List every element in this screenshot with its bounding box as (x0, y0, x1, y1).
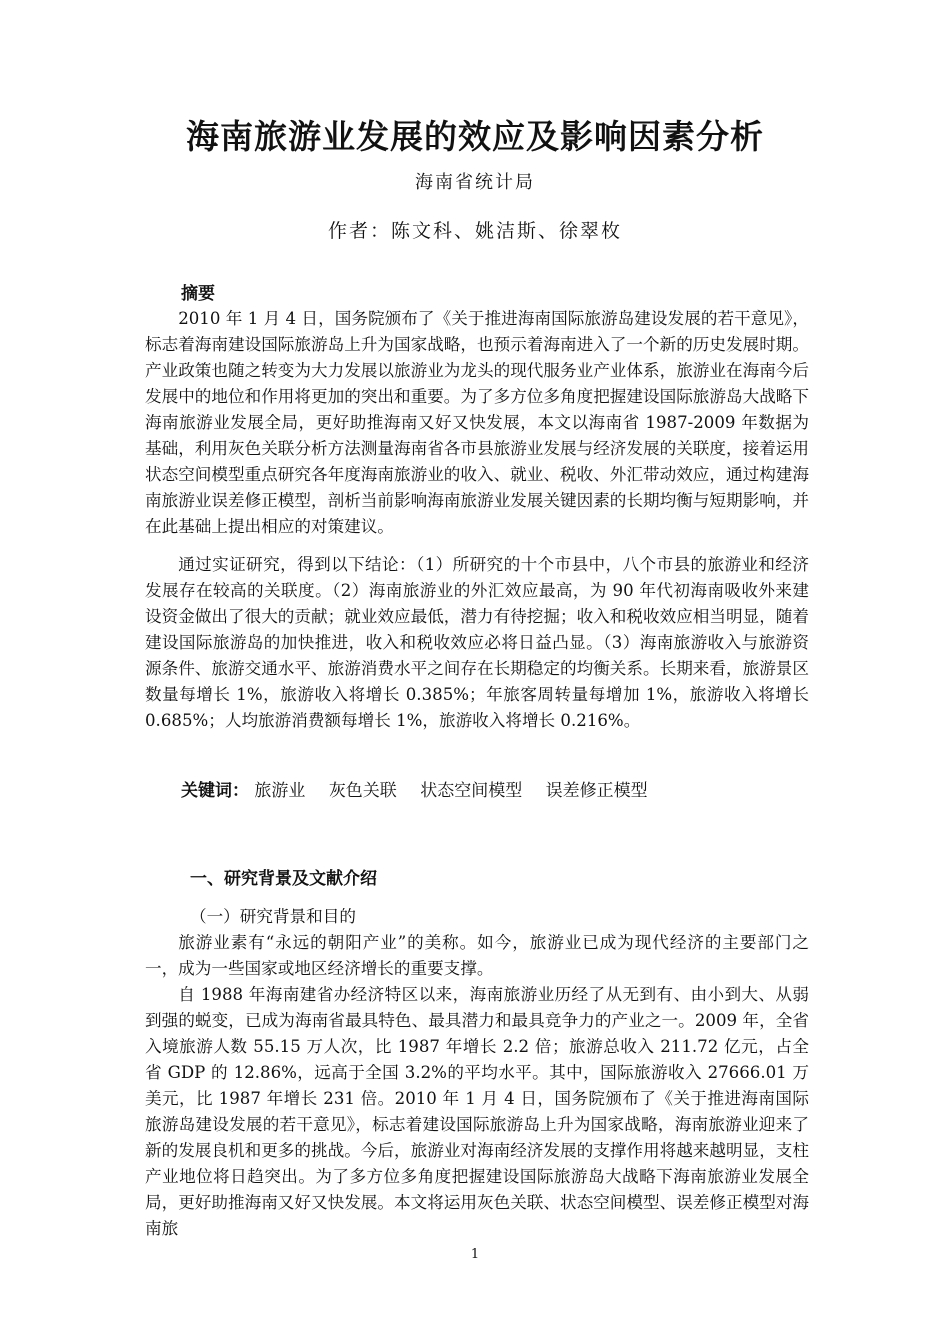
page-number: 1 (470, 1247, 480, 1262)
organization: 海南省统计局 (415, 172, 535, 193)
document-title: 海南旅游业发展的效应及影响因素分析 (186, 117, 764, 156)
abstract-paragraph-2: 通过实证研究，得到以下结论：（1）所研究的十个市县中，八个市县的旅游业和经济发展存在较高的关联度。（2）海南旅游业的外汇效应最高，为 90 年代初海南吸收外来建设资金做出了很大的贡献；就业效应最低，潜力有待挖掘；收入和税收效应相当明显，随着建设国际旅游岛的加快推进，收入和税收效应必将日益凸显。（3）海南旅游收入与旅游资源条件、旅游交通水平、旅游消费水平之间存在长期稳定的均衡关系。长期来看，旅游景区数量每增长 1%，旅游收入将增长 0.385%；年旅客周转量每增加 1%，旅游收入将增长 0.685%；人均旅游消费额每增长 1%，旅游收入将增长 0.216%。 (145, 555, 809, 730)
keywords-line (181, 778, 648, 804)
keywords-label: 关键词： (181, 781, 249, 801)
keyword: 状态空间模型 (420, 781, 523, 801)
section-heading: 一、研究背景及文献介绍 (190, 869, 377, 889)
authors: 作者：陈文科、姚洁斯、徐翠枚 (327, 220, 622, 242)
keyword: 误差修正模型 (545, 781, 648, 801)
abstract-heading: 摘要 (181, 284, 215, 304)
abstract-paragraph-1: 2010 年 1 月 4 日，国务院颁布了《关于推进海南国际旅游岛建设发展的若干意见》，标志着海南建设国际旅游岛上升为国家战略，也预示着海南进入了一个新的历史发展时期。产业政策也随之转变为大力发展以旅游业为龙头的现代服务业产业体系，旅游业在海南今后发展中的地位和作用将更加的突出和重要。为了多方位多角度把握建设国际旅游岛大战略下海南旅游业发展全局，更好助推海南又好又快发展，本文以海南省 1987-2009 年数据为基础，利用灰色关联分析方法测量海南省各市县旅游业发展与经济发展的关联度，接着运用状态空间模型重点研究各年度海南旅游业的收入、就业、税收、外汇带动效应，通过构建海南旅游业误差修正模型，剖析当前影响海南旅游业发展关键因素的长期均衡与短期影响，并在此基础上提出相应的对策建议。 (145, 309, 809, 536)
keyword: 旅游业 (254, 781, 306, 801)
body-paragraph-1: 旅游业素有“永远的朝阳产业”的美称。如今，旅游业已成为现代经济的主要部门之一，成为一些国家或地区经济增长的重要支撑。 (145, 933, 809, 978)
keyword: 灰色关联 (328, 781, 397, 801)
subsection-heading: （一）研究背景和目的 (190, 907, 356, 926)
body-paragraph-2: 自 1988 年海南建省办经济特区以来，海南旅游业历经了从无到有、由小到大、从弱到强的蜕变，已成为海南省最具特色、最具潜力和最具竞争力的产业之一。2009 年，全省入境旅游人数 55.15 万人次，比 1987 年增长 2.2 倍；旅游总收入 211.72 亿元，占全省 GDP 的 12.86%，远高于全国 3.2%的平均水平。其中，国际旅游收入 27666.01 万美元，比 1987 年增长 231 倍。2010 年 1 月 4 日，国务院颁布了《关于推进海南国际旅游岛建设发展的若干意见》，标志着建设国际旅游岛上升为国家战略，海南旅游业迎来了新的发展良机和更多的挑战。今后，旅游业对海南经济发展的支撑作用将越来越明显，支柱产业地位将日趋突出。为了多方位多角度把握建设国际旅游岛大战略下海南旅游业发展全局，更好助推海南又好又快发展。本文将运用灰色关联、状态空间模型、误差修正模型对海南旅 (145, 985, 809, 1238)
